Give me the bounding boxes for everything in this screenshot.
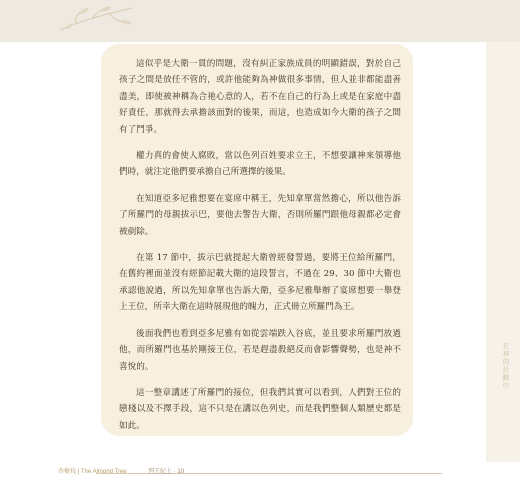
paragraph: 在第 17 節中，拔示巴就提起大衛曾經發誓過，要將王位給所羅門，在舊約裡面並沒有經節記載大衛的這段誓言，不過在 29、30 節中大衛也承認他說過，所以先知拿單也告訴大衛，亞多尼雅舉辦了宴席想要一舉登上王位，所幸大衛在這時展現他的魄力，正式冊立所羅門為王。	[119, 253, 401, 313]
publication-name: 杏樹枝 | The Almond Tree	[58, 469, 127, 475]
branch-icon	[56, 4, 136, 34]
side-band	[486, 42, 520, 462]
page-number: 列王紀上 · 10	[148, 469, 185, 475]
paragraph: 在知道亞多尼雅想要在宴席中稱王，先知拿單當然擔心，所以他告訴了所羅門的母親拔示巴，要他去警告大衛，否則所羅門跟他母親都必定會被剷除。	[119, 193, 401, 237]
paragraph: 這似乎是大衛一貫的問題，沒有糾正家族成員的明顯錯誤，對於自己孩子之間是放任不管的，或許他能夠為神做很多事情，但人並非都能盡善盡美，即使被神稱為合祂心意的人，若不在自己的行為上或是在家庭中盡好責任，那就得去承擔該面對的後果，而這，也造成如今大衛的孩子之間有了鬥爭。	[119, 59, 401, 135]
side-watermark-text: 在神的計劃中	[502, 342, 510, 390]
paragraph: 這一整章講述了所羅門的接位，但我們其實可以看到，人們對王位的戀棧以及不擇手段，這不只是在講以色列史，而是我們整個人類歷史都是如此。	[119, 387, 401, 431]
paragraph: 權力真的會使人腐敗，當以色列百姓要求立王，不想要讓神來領導他們時，就注定他們要承擔自己所選擇的後果。	[119, 151, 401, 178]
header-band	[0, 0, 520, 42]
article-body	[119, 56, 401, 444]
page-footer	[0, 462, 520, 500]
paragraph: 後面我們也看到亞多尼雅有如從雲端跌入谷底，並且要求所羅門放過他，而所羅門也基於剛接王位，若是趕盡殺絕反而會影響聲勢，也是神不喜悅的。	[119, 328, 401, 372]
